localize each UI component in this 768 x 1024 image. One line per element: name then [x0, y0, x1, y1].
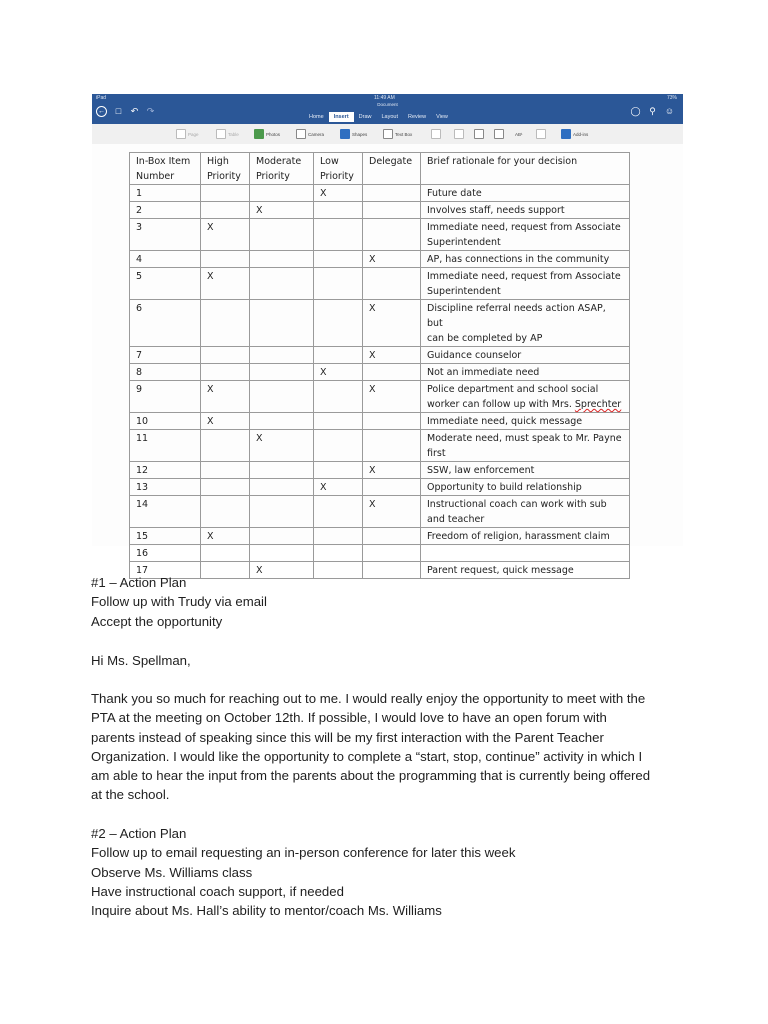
plan2-item: Follow up to email requesting an in-person conference for later this week	[91, 845, 516, 861]
rationale-cell: Immediate need, quick message	[421, 413, 630, 430]
inbox-priority-table	[129, 152, 630, 579]
share-user-icon[interactable]: ☺	[664, 106, 675, 116]
priority-cell	[250, 300, 314, 347]
table-row	[130, 185, 630, 202]
letter-line: at the school.	[91, 787, 170, 803]
item-number-cell: 9	[130, 381, 201, 413]
priority-cell	[250, 413, 314, 430]
table-row	[130, 462, 630, 479]
item-number-cell: 14	[130, 496, 201, 528]
priority-cell	[314, 219, 363, 251]
priority-cell	[363, 219, 421, 251]
tab-review[interactable]: Review	[408, 114, 427, 120]
tab-home[interactable]: Home	[309, 114, 324, 120]
priority-cell	[250, 251, 314, 268]
plan2-item: Observe Ms. Williams class	[91, 864, 253, 880]
priority-cell: X	[250, 430, 314, 462]
word-title-bar	[92, 102, 683, 124]
table-header-cell: Delegate	[363, 153, 421, 185]
priority-cell	[314, 381, 363, 413]
photos-icon	[254, 129, 264, 139]
document-page	[92, 144, 683, 576]
rationale-cell: Police department and school social worker can follow up with Mrs. Sprechter	[421, 381, 630, 413]
device-label: iPad	[96, 95, 107, 101]
ios-status-bar	[92, 94, 683, 102]
priority-cell	[363, 413, 421, 430]
undo-icon[interactable]: ↶	[130, 106, 139, 116]
priority-cell	[314, 268, 363, 300]
table-row	[130, 251, 630, 268]
tab-view[interactable]: View	[436, 114, 448, 120]
tab-layout[interactable]: Layout	[381, 114, 399, 120]
priority-cell	[201, 496, 250, 528]
rationale-cell: Opportunity to build relationship	[421, 479, 630, 496]
link-icon	[431, 129, 441, 139]
priority-cell	[250, 528, 314, 545]
ribbon-footnote[interactable]	[515, 129, 523, 139]
footnote-icon: AB¹	[515, 131, 523, 137]
priority-cell	[201, 202, 250, 219]
priority-cell	[314, 413, 363, 430]
ribbon-comment[interactable]	[454, 129, 464, 139]
rationale-cell: Freedom of religion, harassment claim	[421, 528, 630, 545]
document-title: Document	[377, 102, 398, 107]
item-number-cell: 6	[130, 300, 201, 347]
rationale-cell	[421, 545, 630, 562]
priority-cell	[201, 479, 250, 496]
ribbon-add-ins[interactable]: Add-ins	[561, 129, 588, 139]
table-row	[130, 496, 630, 528]
rationale-cell: Moderate need, must speak to Mr. Payne first	[421, 430, 630, 462]
item-number-cell: 17	[130, 562, 201, 579]
priority-cell: X	[314, 185, 363, 202]
priority-cell: X	[314, 479, 363, 496]
priority-cell: X	[201, 381, 250, 413]
rationale-cell: Parent request, quick message	[421, 562, 630, 579]
rationale-cell: Immediate need, request from Associate Superintendent	[421, 219, 630, 251]
table-row	[130, 219, 630, 251]
priority-cell	[363, 185, 421, 202]
redo-icon[interactable]: ↷	[146, 106, 155, 116]
priority-cell: X	[201, 413, 250, 430]
priority-cell	[250, 545, 314, 562]
priority-cell: X	[363, 251, 421, 268]
action-plan-1	[91, 573, 691, 631]
priority-cell	[250, 479, 314, 496]
priority-cell	[314, 545, 363, 562]
priority-cell	[250, 462, 314, 479]
back-icon[interactable]: ←	[98, 108, 105, 115]
tab-insert[interactable]: Insert	[329, 112, 354, 122]
ribbon-table[interactable]: Table	[216, 129, 239, 139]
plan2-item: Have instructional coach support, if needed	[91, 883, 344, 899]
priority-cell	[250, 347, 314, 364]
table-header-row	[130, 153, 630, 185]
priority-cell: X	[363, 347, 421, 364]
item-number-cell: 3	[130, 219, 201, 251]
table-header-cell: Moderate Priority	[250, 153, 314, 185]
plan1-item: Follow up with Trudy via email	[91, 594, 267, 610]
priority-cell: X	[201, 528, 250, 545]
letter-line: Thank you so much for reaching out to me. I would really enjoy the opportunity to meet with the	[91, 691, 646, 706]
priority-cell	[363, 268, 421, 300]
priority-cell	[201, 347, 250, 364]
item-number-cell: 11	[130, 430, 201, 462]
text-box-icon	[383, 129, 393, 139]
priority-cell: X	[363, 300, 421, 347]
priority-cell	[201, 251, 250, 268]
save-icon[interactable]: □	[115, 106, 122, 116]
priority-cell	[250, 364, 314, 381]
table-header-cell: High Priority	[201, 153, 250, 185]
item-number-cell: 8	[130, 364, 201, 381]
rationale-cell: Guidance counselor	[421, 347, 630, 364]
battery-level: 73%	[666, 95, 677, 101]
priority-cell	[201, 364, 250, 381]
ribbon-page-number[interactable]	[494, 129, 504, 139]
table-row	[130, 479, 630, 496]
table-row	[130, 268, 630, 300]
table-header-cell: In-Box Item Number	[130, 153, 201, 185]
item-number-cell: 5	[130, 268, 201, 300]
table-row	[130, 364, 630, 381]
embedded-screenshot	[92, 94, 683, 576]
table-header-cell: Brief rationale for your decision	[421, 153, 630, 185]
tab-draw[interactable]: Draw	[358, 114, 372, 120]
insert-ribbon	[92, 124, 683, 145]
rationale-cell: SSW, law enforcement	[421, 462, 630, 479]
priority-cell	[250, 185, 314, 202]
item-number-cell: 10	[130, 413, 201, 430]
ribbon-photos[interactable]: Photos	[254, 129, 280, 139]
rationale-cell: Instructional coach can work with sub and teacher	[421, 496, 630, 528]
ribbon-shapes[interactable]: Shapes	[340, 129, 367, 139]
priority-cell	[363, 545, 421, 562]
item-number-cell: 2	[130, 202, 201, 219]
priority-cell	[314, 496, 363, 528]
priority-cell	[250, 219, 314, 251]
clock: 11:49 AM	[374, 95, 395, 101]
rationale-cell: Discipline referral needs action ASAP, but can be completed by AP	[421, 300, 630, 347]
table-row	[130, 202, 630, 219]
priority-cell	[250, 381, 314, 413]
page-icon	[176, 129, 186, 139]
priority-cell	[201, 430, 250, 462]
priority-cell	[314, 462, 363, 479]
plan2-item: Inquire about Ms. Hall’s ability to mentor/coach Ms. Williams	[91, 903, 442, 919]
item-number-cell: 16	[130, 545, 201, 562]
letter-line: PTA at the meeting on October 12th. If possible, I would love to have an open forum with	[91, 710, 607, 726]
table-row	[130, 347, 630, 364]
ribbon-equation[interactable]	[536, 129, 546, 139]
rationale-cell: Not an immediate need	[421, 364, 630, 381]
priority-cell: X	[250, 202, 314, 219]
priority-cell	[201, 300, 250, 347]
comment-icon	[454, 129, 464, 139]
priority-cell: X	[201, 268, 250, 300]
letter-line: am able to hear the input from the parents about the programming that is currently being offered	[91, 768, 651, 784]
priority-cell	[201, 185, 250, 202]
greeting: Hi Ms. Spellman,	[91, 653, 191, 668]
item-number-cell: 1	[130, 185, 201, 202]
priority-cell	[363, 479, 421, 496]
ribbon-text-box[interactable]: Text Box	[383, 129, 412, 139]
priority-cell	[250, 496, 314, 528]
priority-cell: X	[250, 562, 314, 579]
page-number-icon	[494, 129, 504, 139]
priority-cell: X	[363, 496, 421, 528]
table-row	[130, 300, 630, 347]
add-ins-icon	[561, 129, 571, 139]
priority-cell	[314, 528, 363, 545]
plan1-item: Accept the opportunity	[91, 613, 223, 629]
priority-cell: X	[363, 462, 421, 479]
rationale-cell: Involves staff, needs support	[421, 202, 630, 219]
priority-cell	[314, 202, 363, 219]
table-row	[130, 430, 630, 462]
action-plan-2	[91, 824, 691, 920]
table-icon	[216, 129, 226, 139]
priority-cell	[250, 268, 314, 300]
item-number-cell: 4	[130, 251, 201, 268]
plan1-heading: #1 – Action Plan	[91, 575, 187, 590]
priority-cell	[314, 300, 363, 347]
priority-cell	[363, 528, 421, 545]
search-icon[interactable]: ⚲	[649, 106, 656, 116]
priority-cell: X	[314, 364, 363, 381]
priority-cell	[314, 430, 363, 462]
priority-cell	[201, 545, 250, 562]
priority-cell	[363, 364, 421, 381]
lightbulb-icon[interactable]: ◯	[630, 106, 641, 116]
plan2-heading: #2 – Action Plan	[91, 826, 187, 841]
ribbon-page[interactable]: Page	[176, 129, 199, 139]
letter-paragraph	[91, 689, 691, 805]
rationale-cell: AP, has connections in the community	[421, 251, 630, 268]
table-row	[130, 545, 630, 562]
table-row	[130, 413, 630, 430]
priority-cell	[363, 430, 421, 462]
priority-cell: X	[363, 381, 421, 413]
ribbon-camera[interactable]: Camera	[296, 129, 324, 139]
item-number-cell: 12	[130, 462, 201, 479]
rationale-cell: Immediate need, request from Associate Superintendent	[421, 268, 630, 300]
shapes-icon	[340, 129, 350, 139]
ribbon-header[interactable]	[474, 129, 484, 139]
priority-cell: X	[201, 219, 250, 251]
equation-icon	[536, 129, 546, 139]
priority-cell	[201, 462, 250, 479]
item-number-cell: 7	[130, 347, 201, 364]
priority-cell	[314, 347, 363, 364]
ribbon-tabs	[304, 112, 453, 122]
table-header-cell: Low Priority	[314, 153, 363, 185]
table-row	[130, 381, 630, 413]
header-icon	[474, 129, 484, 139]
letter-line: Organization. I would like the opportunity to complete a “start, stop, continue” activity in which I	[91, 748, 643, 764]
priority-cell	[363, 202, 421, 219]
table-row	[130, 528, 630, 545]
letter-line: parents instead of speaking since this will be my first interaction with the Parent Teacher	[91, 729, 604, 745]
ribbon-link[interactable]	[431, 129, 441, 139]
camera-icon	[296, 129, 306, 139]
priority-cell	[314, 251, 363, 268]
item-number-cell: 13	[130, 479, 201, 496]
item-number-cell: 15	[130, 528, 201, 545]
rationale-cell: Future date	[421, 185, 630, 202]
